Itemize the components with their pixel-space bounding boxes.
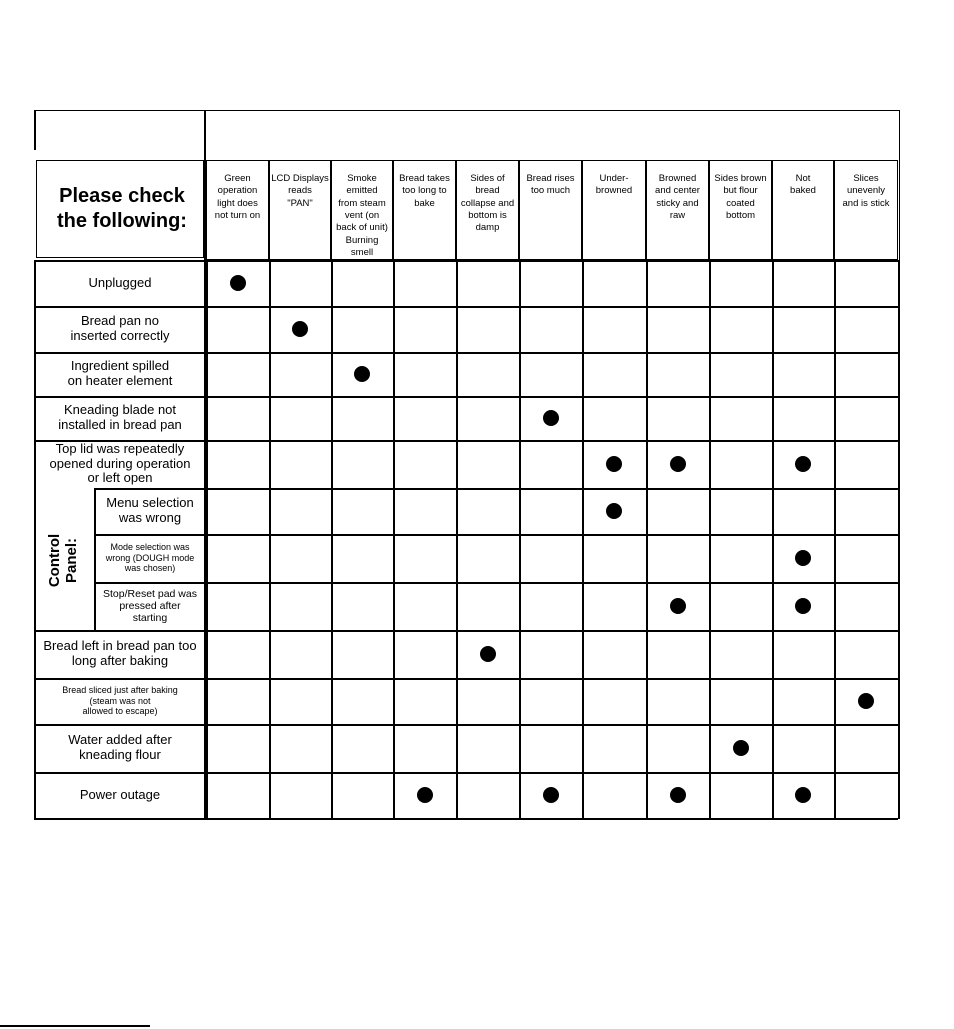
row-divider [96, 488, 898, 490]
row-label: Top lid was repeatedly opened during operation or left open [49, 440, 191, 486]
grid-vline [331, 260, 333, 818]
grid-vline [772, 260, 774, 818]
check-dot [670, 456, 686, 472]
row-label: Kneading blade not installed in bread pan [58, 402, 182, 432]
row-label: Menu selection was wrong [106, 495, 194, 525]
column-header: Bread rises too much [519, 160, 582, 260]
grid-vline [269, 260, 271, 818]
row-label: Bread left in bread pan too long after baking [43, 638, 197, 668]
grid-vline [582, 260, 584, 818]
check-dot [670, 598, 686, 614]
check-dot [606, 503, 622, 519]
column-header: Smoke emitted from steam vent (on back of unit) Burning smell [331, 160, 393, 260]
check-dot [733, 740, 749, 756]
check-dot [543, 410, 559, 426]
row-label: Mode selection was wrong (DOUGH mode was chosen) [105, 542, 195, 574]
check-dot [230, 275, 246, 291]
check-dot [606, 456, 622, 472]
label-vline [204, 260, 206, 818]
row-label: Unplugged [88, 274, 152, 290]
grid-vline [206, 260, 208, 818]
check-dot [354, 366, 370, 382]
page-title: Please check the following: [36, 160, 204, 258]
footnote-rule [0, 1025, 150, 1027]
check-dot [417, 787, 433, 803]
column-header: Green operation light does not turn on [206, 160, 269, 260]
row-label: Ingredient spilled on heater element [67, 358, 173, 388]
column-header: Browned and center sticky and raw [646, 160, 709, 260]
column-header: LCD Displays reads "PAN" [269, 160, 331, 260]
row-divider [96, 534, 898, 536]
grid-vline [709, 260, 711, 818]
grid-vline [393, 260, 395, 818]
row-divider [96, 582, 898, 584]
grid-vline [456, 260, 458, 818]
column-header: Bread takes too long to bake [393, 160, 456, 260]
row-label: Stop/Reset pad was pressed after starting [103, 587, 197, 625]
grid-vline [519, 260, 521, 818]
check-dot [795, 550, 811, 566]
column-header: Not baked [772, 160, 834, 260]
control-panel-label: Control Panel: [46, 533, 80, 587]
check-dot [670, 787, 686, 803]
row-label: Power outage [79, 786, 161, 802]
row-label: Bread sliced just after baking (steam was not allowed to escape) [62, 685, 178, 717]
check-dot [795, 456, 811, 472]
grid-vline [834, 260, 836, 818]
column-header: Sides of bread collapse and bottom is damp [456, 160, 519, 260]
check-dot [795, 787, 811, 803]
check-dot [480, 646, 496, 662]
grid-vline [898, 260, 900, 818]
column-header: Slices unevenly and is stick [834, 160, 898, 260]
check-dot [543, 787, 559, 803]
row-label: Bread pan no inserted correctly [70, 313, 170, 343]
left-top-line [34, 110, 36, 150]
check-dot [795, 598, 811, 614]
column-header: Sides brown but flour coated bottom [709, 160, 772, 260]
grid-vline [646, 260, 648, 818]
row-label: Water added after kneading flour [68, 732, 172, 762]
check-dot [292, 321, 308, 337]
bottom-rule [36, 818, 898, 820]
column-header: Under- browned [582, 160, 646, 260]
check-dot [858, 693, 874, 709]
